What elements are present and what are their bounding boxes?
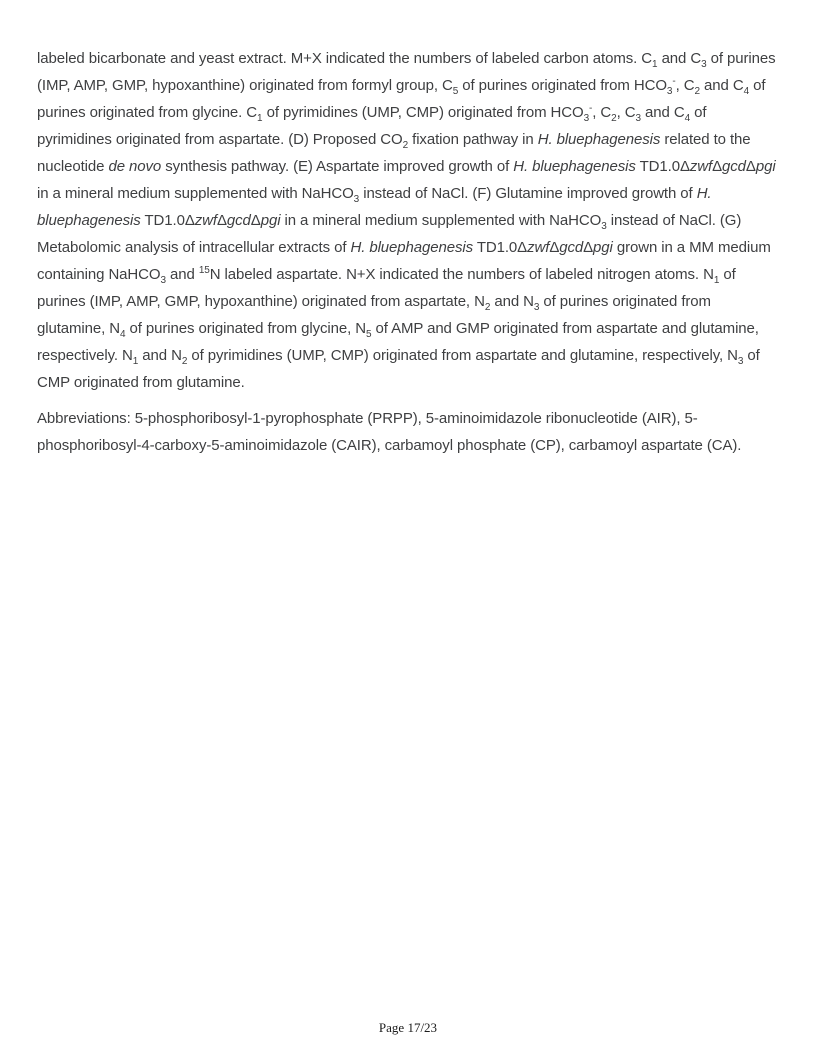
text-run: 15 [198, 265, 210, 276]
text-run: 2 [402, 140, 409, 151]
text-run: TD1.0Δ [635, 158, 690, 175]
text-run: N labeled aspartate. N+X indicated the numbers of labeled nitrogen atoms. N [209, 266, 714, 283]
text-run: pgi [755, 158, 776, 175]
text-run: 3 [737, 356, 744, 367]
text-run: Δ [250, 212, 261, 229]
text-run: de novo [108, 158, 162, 175]
text-run: 4 [684, 113, 691, 124]
text-run: 2 [484, 302, 491, 313]
text-run: 1 [257, 113, 263, 124]
text-run: synthesis pathway. (E) Aspartate improved growth of [161, 158, 514, 175]
text-run: 3 [666, 86, 673, 97]
text-run: 5 [452, 86, 459, 97]
text-run: and [165, 266, 199, 283]
text-run: in a mineral medium supplemented with NaHCO [37, 158, 780, 202]
text-run: 4 [743, 86, 750, 97]
text-run: Δ [549, 239, 560, 256]
text-run: and C [657, 50, 702, 67]
text-run: 1 [652, 59, 658, 70]
text-run: gcd [722, 158, 746, 175]
text-run: of purines (IMP, AMP, GMP, hypoxanthine) originated from formyl group, C [37, 50, 780, 94]
text-run: - [672, 76, 676, 87]
text-run: TD1.0Δ [473, 239, 528, 256]
text-run: Δ [583, 239, 594, 256]
text-run: and N [490, 293, 534, 310]
text-run: of purines (IMP, AMP, GMP, hypoxanthine) originated from aspartate, N [37, 266, 740, 310]
text-run: - [589, 103, 593, 114]
page-body [37, 45, 781, 468]
text-run: of pyrimidines (UMP, CMP) originated from aspartate and glutamine, respectively, N [187, 347, 738, 364]
text-run: 2 [611, 113, 617, 124]
text-run: 3 [353, 194, 360, 205]
text-run: Δ [216, 212, 227, 229]
text-run: and N [138, 347, 182, 364]
text-run: H. bluephagenesis [350, 239, 474, 256]
text-run: pgi [593, 239, 613, 256]
text-run: TD1.0Δ [140, 212, 195, 229]
text-run: related to the nucleotide [37, 131, 755, 175]
text-run: in a mineral medium supplemented with NaHCO [280, 212, 602, 229]
text-run: H. bluephagenesis [37, 185, 716, 229]
text-run: 3 [583, 113, 590, 124]
text-run: grown in a MM medium containing NaHCO [37, 239, 775, 283]
text-run: of purines originated from glutamine, N [37, 293, 715, 337]
figure-caption-paragraph [37, 45, 781, 396]
text-run: zwf [527, 239, 550, 256]
text-run: instead of NaCl. (G) Metabolomic analysis of intracellular extracts of [37, 212, 746, 256]
text-run: Abbreviations: 5-phosphoribosyl-1-pyrophosphate (PRPP), 5-aminoimidazole ribonucleotide (AIR), 5-phosphoribosyl-4-carboxy-5-aminoimidazole (CAIR), carbamoyl phosphate (CP), carbamoyl aspartate (CA). [37, 410, 742, 454]
text-run: 3 [635, 113, 641, 124]
text-run: of purines originated from HCO [458, 77, 667, 94]
text-run: of purines originated from glycine, N [125, 320, 366, 337]
text-run: instead of NaCl. (F) Glutamine improved growth of [359, 185, 697, 202]
abbreviations-paragraph [37, 405, 781, 459]
text-run: , C [675, 77, 695, 94]
text-run: 1 [132, 356, 139, 367]
text-run: of pyrimidines originated from aspartate. (D) Proposed CO [37, 104, 711, 148]
text-run: 2 [694, 86, 700, 97]
text-run: 3 [601, 221, 607, 232]
text-run: zwf [689, 158, 713, 175]
text-run: 3 [533, 302, 540, 313]
text-run: fixation pathway in [408, 131, 538, 148]
text-run: 5 [365, 329, 372, 340]
text-run: Δ [712, 158, 723, 175]
text-run: of CMP originated from glutamine. [37, 347, 764, 391]
text-run: and C [640, 104, 685, 121]
text-run: of AMP and GMP originated from aspartate and glutamine, respectively. N [37, 320, 763, 364]
text-run: gcd [226, 212, 251, 229]
text-run: labeled bicarbonate and yeast extract. M+X indicated the numbers of labeled carbon atoms. C [37, 50, 653, 67]
text-run: pgi [260, 212, 281, 229]
text-run: 2 [181, 356, 188, 367]
text-run: and C [699, 77, 744, 94]
text-run: zwf [194, 212, 217, 229]
text-run: , C [616, 104, 636, 121]
text-run: of pyrimidines (UMP, CMP) originated from HCO [262, 104, 584, 121]
text-run: gcd [559, 239, 584, 256]
text-run: 3 [160, 275, 166, 286]
text-run: H. bluephagenesis [537, 131, 661, 148]
text-run: , C [592, 104, 612, 121]
text-run: of purines originated from glycine. C [37, 77, 770, 121]
text-run: 4 [120, 329, 126, 340]
text-run: H. bluephagenesis [513, 158, 636, 175]
page-number: Page 17/23 [378, 1020, 438, 1035]
text-run: 3 [701, 59, 707, 70]
text-run: Δ [745, 158, 756, 175]
text-run: 1 [713, 275, 720, 286]
